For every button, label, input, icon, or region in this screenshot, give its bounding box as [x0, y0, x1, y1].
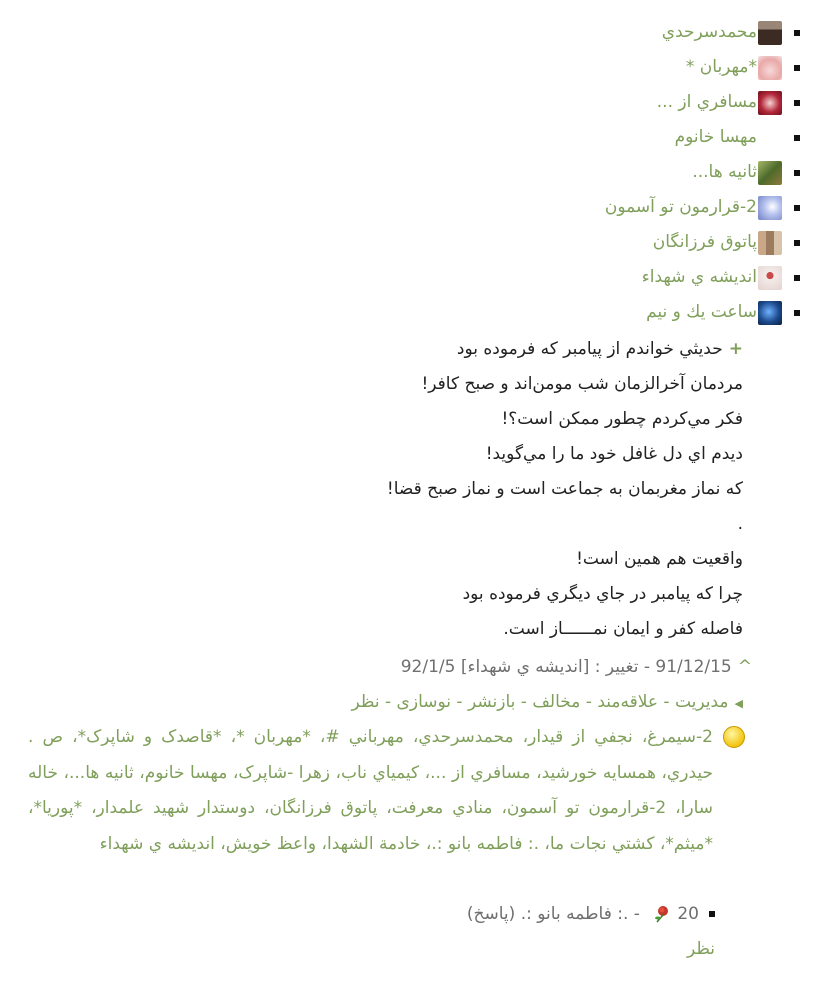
comment-author-link[interactable]: .: فاطمه بانو :. — [520, 904, 629, 924]
bullet-icon — [794, 30, 800, 36]
meta-sep: - تغيير : [ — [582, 657, 656, 677]
avatar-pink-icon[interactable] — [758, 56, 782, 80]
author-link[interactable]: انديشه ي شهداء — [467, 657, 583, 677]
comment-entry: 20 - .: فاطمه بانو :. (پاسخ) — [467, 897, 715, 932]
bullet-icon — [794, 240, 800, 246]
post-line: که نماز مغربمان به جماعت است و نماز صبح قضا! — [386, 479, 743, 499]
blog-link[interactable]: ثانيه ها... — [692, 162, 757, 182]
list-item[interactable] — [605, 155, 800, 190]
post-line: +حديثي خواندم از پيامبر که فرموده بود — [456, 339, 743, 359]
favorite-link[interactable]: علاقه‌مند — [597, 692, 658, 712]
bullet-icon — [794, 100, 800, 106]
rose-icon — [651, 905, 671, 923]
avatar-collage-icon[interactable] — [758, 231, 782, 255]
blog-link[interactable]: ساعت يك و نيم — [646, 302, 757, 322]
expand-plus-icon[interactable]: + — [728, 339, 743, 359]
blog-link[interactable]: محمدسرحدي — [661, 22, 757, 42]
blog-link[interactable]: مسافري از ... — [656, 92, 757, 112]
bullet-icon — [794, 275, 800, 281]
likers-list — [28, 720, 743, 862]
dislike-link[interactable]: مخالف — [532, 692, 581, 712]
caret-up-icon[interactable]: ^ — [737, 657, 752, 677]
avatar-blue-icon[interactable] — [758, 301, 782, 325]
refresh-link[interactable]: نوسازی — [396, 692, 451, 712]
list-item[interactable] — [605, 225, 800, 260]
bullet-icon — [709, 911, 715, 917]
blog-link[interactable]: انديشه ي شهداء — [641, 267, 757, 287]
post-line: فاصله کفر و ايمان نمــــــاز است. — [503, 619, 743, 639]
bullet-icon — [794, 310, 800, 316]
post-actions: ◀مديريت - علاقه‌مند - مخالف - بازنشر - نوسازی - نظر — [351, 692, 743, 712]
avatar-sky-icon[interactable] — [758, 196, 782, 220]
avatar-man-icon[interactable] — [758, 21, 782, 45]
post-line: ديدم اي دل غافل خود ما را مي‌گويد! — [485, 444, 743, 464]
list-item[interactable] — [605, 85, 800, 120]
repost-link[interactable]: بازنشر — [467, 692, 516, 712]
list-item[interactable] — [605, 120, 800, 155]
blog-link[interactable]: *مهربان * — [685, 57, 757, 77]
avatar-rose-icon[interactable] — [758, 266, 782, 290]
bullet-icon — [794, 170, 800, 176]
reply-link[interactable]: (پاسخ) — [466, 904, 516, 924]
list-item[interactable] — [605, 15, 800, 50]
post-line: چرا که پيامبر در جاي ديگري فرموده بود — [462, 584, 743, 604]
triangle-left-icon: ◀ — [734, 697, 743, 710]
avatar-green-icon[interactable] — [758, 161, 782, 185]
list-item[interactable] — [605, 50, 800, 85]
post-line: . — [737, 514, 743, 534]
smiley-icon — [723, 726, 745, 748]
likers-text[interactable]: 2-سيمرغ، نجفي از قيدار، محمدسرحدي، مهرباني #، *مهربان *، *قاصدک و شاپرک*، ص . حيدري، همسايه خورشيد، مسافري از ...، کيمياي ناب، زهرا -شاپرک، مهسا خانوم، ثانيه ها...، خاله سارا، 2-قرارمون تو آسمون، منادي معرفت، پاتوق فرزانگان، دوستدار شهيد علمدار، *پوريا*، *ميثم*، کشتي نجات ما، .: فاطمه بانو :.، خادمة الشهدا، واعظ خويش، انديشه ي شهداء — [28, 727, 713, 854]
post-meta — [401, 650, 752, 685]
post-line: واقعيت هم همين است! — [576, 549, 743, 569]
blog-link[interactable]: 2-قرارمون تو آسمون — [604, 197, 757, 217]
comment-label — [687, 932, 715, 967]
list-item[interactable] — [605, 260, 800, 295]
bullet-icon — [794, 135, 800, 141]
list-item[interactable] — [605, 295, 800, 330]
blog-link[interactable]: مهسا خانوم — [674, 127, 757, 147]
post-line: فکر مي‌کردم چطور ممکن است؟! — [501, 409, 743, 429]
blog-link[interactable]: پاتوق فرزانگان — [652, 232, 757, 252]
meta-edit-date: ] 92/1/5 — [400, 657, 468, 677]
comment-number: 20 — [677, 904, 699, 924]
post-line: مردمان آخرالزمان شب مومن‌اند و صبح کافر! — [421, 374, 743, 394]
list-item[interactable] — [605, 190, 800, 225]
comment-link[interactable]: نظر — [351, 692, 380, 712]
bullet-icon — [794, 65, 800, 71]
add-comment-link[interactable]: نظر — [686, 939, 715, 959]
bullet-icon — [794, 205, 800, 211]
avatar-placeholder — [758, 126, 782, 150]
post-body — [323, 332, 743, 647]
post-date: 91/12/15 — [655, 657, 732, 677]
avatar-red-flower-icon[interactable] — [758, 91, 782, 115]
manage-link[interactable]: مديريت — [674, 692, 729, 712]
linked-blogs-list — [605, 15, 800, 330]
